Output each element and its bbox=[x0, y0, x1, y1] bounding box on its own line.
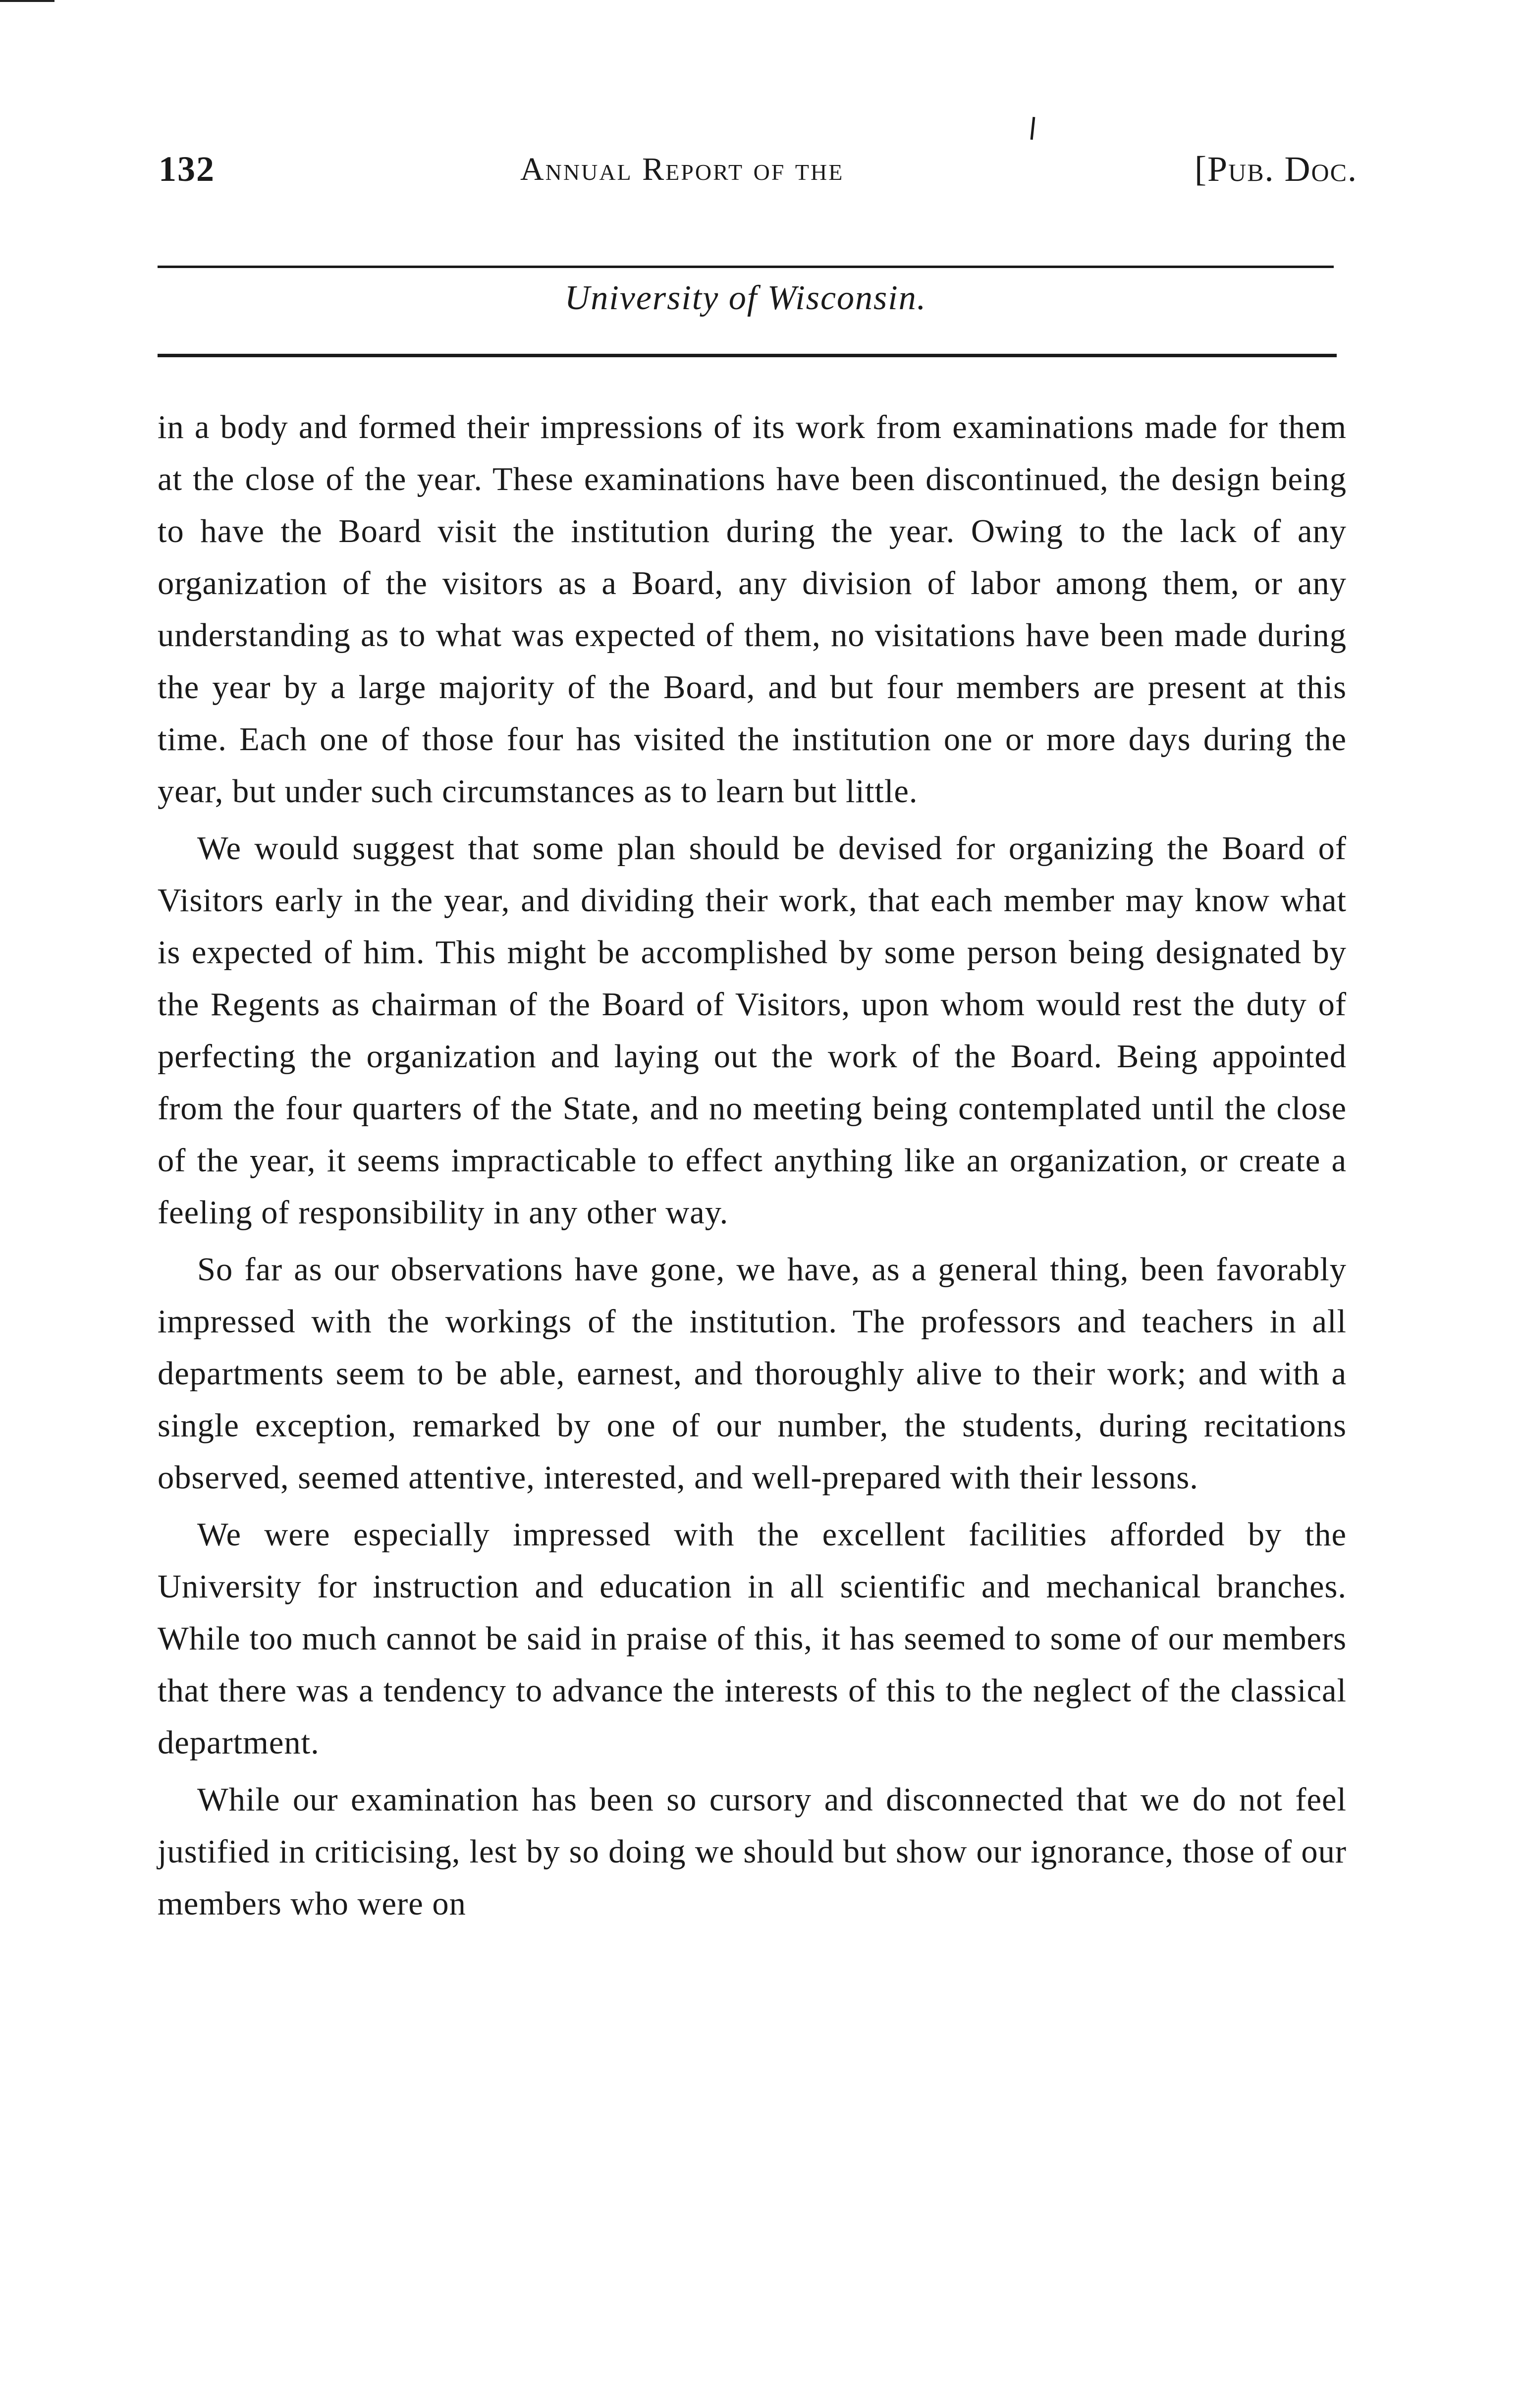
scan-edge-mark bbox=[0, 0, 54, 2]
stray-ink-mark bbox=[1031, 117, 1035, 140]
paragraph: So far as our observations have gone, we have, as a general thing, been favorably impressed with the workings of the institution. The professors and teachers in all departments seem to be able, earnest, and thoroughly alive to their work; and with a single exception, remarked by one of our number, the students, during recitations observed, seemed attentive, interested, and well-prepared with their lessons. bbox=[158, 1252, 1347, 1496]
paragraph: While our examination has been so cursory and disconnected that we do not feel justified in criticising, lest by so doing we should but show our ignorance, those of our members who were on bbox=[158, 1782, 1347, 1922]
paragraph: We were especially impressed with the excellent facilities afforded by the University for instruction and education in all scientific and mechanical branches. While too much cannot be said in praise of this, it has seemed to some of our members that there was a tendency to advance the interests of this to the neglect of the classical department. bbox=[158, 1517, 1347, 1761]
paragraph: We would suggest that some plan should be devised for organizing the Board of Visitors early in the year, and dividing their work, that each member may know what is expected of him. This might be accomplished by some person being designated by the Regents as chairman of the Board of Visitors, upon whom would rest the duty of perfecting the organization and laying out the work of the Board. Being appointed from the four quarters of the State, and no meeting being contemplated until the close of the year, it seems impracticable to effect anything like an organization, or create a feeling of responsibility in any other way. bbox=[158, 830, 1347, 1231]
section-subtitle: University of Wisconsin. bbox=[564, 279, 927, 317]
body-text bbox=[158, 401, 1347, 1930]
document-label: [Pub. Doc. bbox=[1195, 149, 1358, 189]
page-header bbox=[159, 149, 1358, 208]
running-title: Annual Report of the bbox=[520, 151, 844, 187]
paragraph: in a body and formed their impressions of its work from examinations made for them at the close of the year. These examinations have been discontinued, the design being to have the Board visit the institution during the year. Owing to the lack of any organization of the visitors as a Board, any division of labor among them, or any understanding as to what was expected of them, no visitations have been made during the year by a large majority of the Board, and but four members are present at this time. Each one of those four has visited the institution one or more days during the year, but under such circumstances as to learn but little. bbox=[158, 409, 1347, 810]
header-rule-top bbox=[158, 266, 1334, 268]
page-number: 132 bbox=[159, 149, 215, 189]
header-rule-bottom bbox=[158, 354, 1337, 357]
